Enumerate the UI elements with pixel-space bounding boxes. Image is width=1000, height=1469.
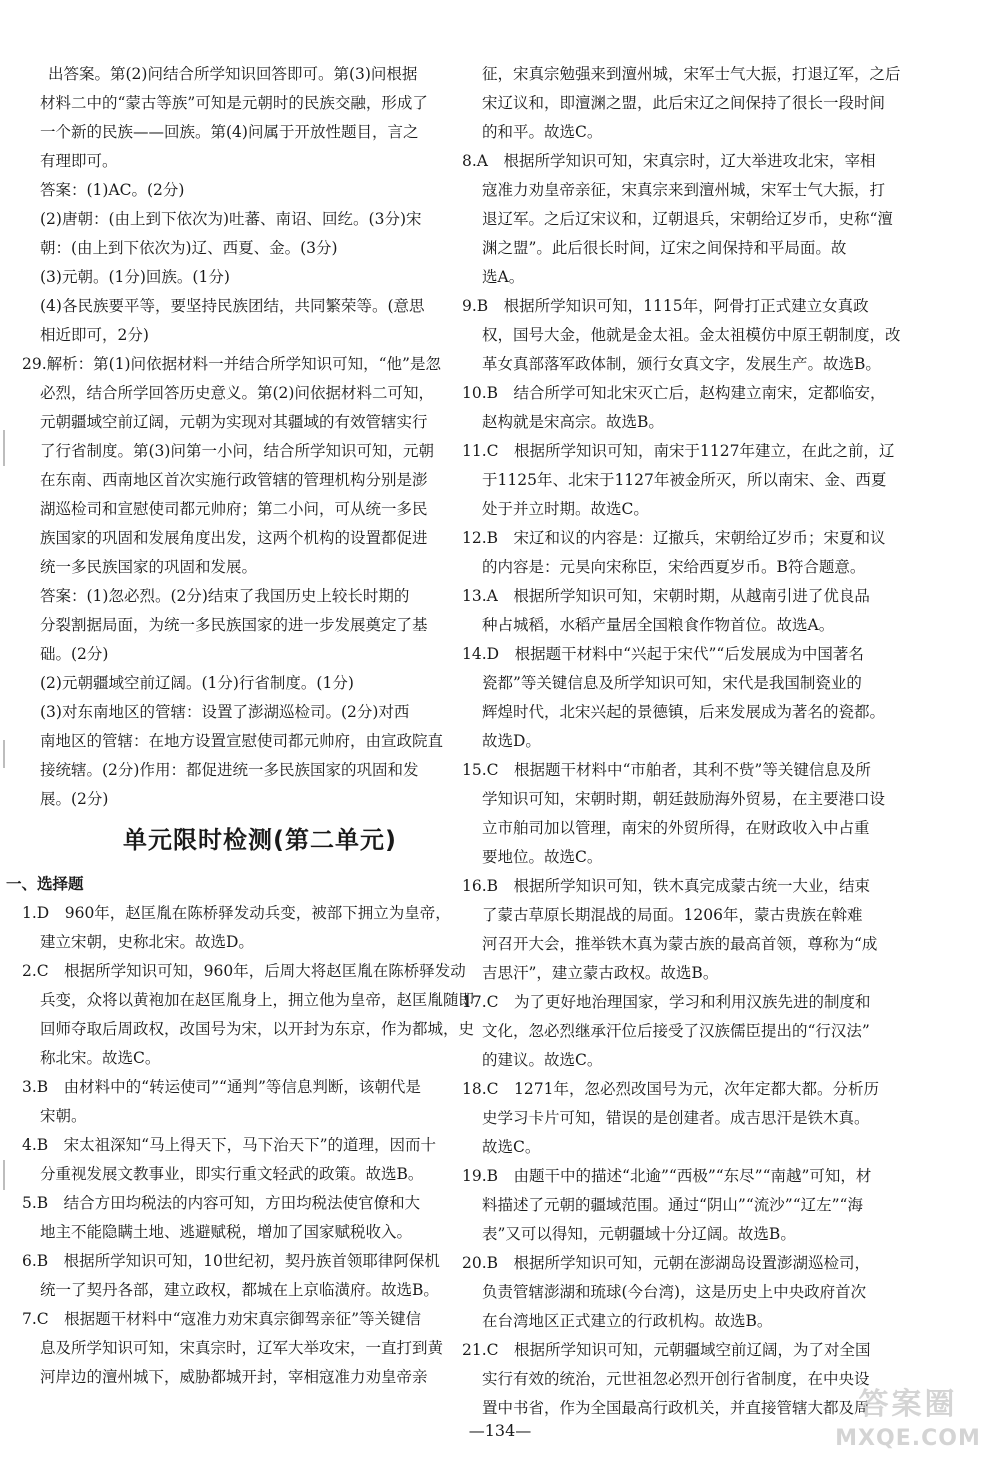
text-line: 瓷都”等关键信息及所学知识可知，宋代是我国制瓷业的 bbox=[482, 674, 862, 692]
text-line: 征，宋真宗勉强来到澶州城，宋军士气大振，打退辽军，之后 bbox=[482, 65, 901, 83]
text-line: 处于并立时期。故选C。 bbox=[482, 500, 649, 518]
text-line: 于1125年、北宋于1127年被金所灭，所以南宋、金、西夏 bbox=[482, 471, 887, 489]
text-line: 朝：(由上到下依次为)辽、西夏、金。(3分) bbox=[40, 239, 338, 257]
text-line: 接统辖。(2分)作用：都促进统一多民族国家的巩固和发 bbox=[40, 761, 419, 779]
text-line: 置中书省，作为全国最高行政机关，并直接管辖大都及周 bbox=[482, 1399, 870, 1417]
page-number: —134— bbox=[468, 1421, 532, 1440]
text-line: 南地区的管辖：在地方设置宣慰使司都元帅府，由宣政院直 bbox=[40, 732, 444, 750]
text-line: 分裂割据局面，为统一多民族国家的进一步发展奠定了基 bbox=[40, 616, 428, 634]
answer-item: 4.B 宋太祖深知“马上得天下，马下治天下”的道理，因而十 bbox=[22, 1136, 437, 1154]
answer-item: 13.A 根据所学知识可知，宋朝时期，从越南引进了优良品 bbox=[462, 587, 870, 605]
text-line: (2)唐朝：(由上到下依次为)吐蕃、南诏、回纥。(3分)宋 bbox=[40, 210, 422, 228]
scan-edge-mark bbox=[3, 1160, 5, 1190]
answer-item: 9.B 根据所学知识可知，1115年，阿骨打正式建立女真政 bbox=[462, 297, 869, 315]
text-line: 宋辽议和，即澶渊之盟，此后宋辽之间保持了很长一段时间 bbox=[482, 94, 886, 112]
text-line: 材料二中的“蒙古等族”可知是元朝时的民族交融，形成了 bbox=[40, 94, 428, 112]
text-line: 称北宋。故选C。 bbox=[40, 1049, 161, 1067]
text-line: 地主不能隐瞒土地、逃避赋税，增加了国家赋税收入。 bbox=[40, 1223, 413, 1241]
text-line: (4)各民族要平等，要坚持民族团结，共同繁荣等。(意思 bbox=[40, 297, 425, 315]
text-line: 革女真部落军政体制，颁行女真文字，发展生产。故选B。 bbox=[482, 355, 881, 373]
answer-item: 17.C 为了更好地治理国家，学习和利用汉族先进的制度和 bbox=[462, 993, 871, 1011]
text-line: 出答案。第(2)问结合所学知识回答即可。第(3)问根据 bbox=[48, 65, 418, 83]
text-line: 分重视发展文教事业，即实行重文轻武的政策。故选B。 bbox=[40, 1165, 424, 1183]
answer-item: 19.B 由题干中的描述“北逾”“西极”“东尽”“南越”可知，材 bbox=[462, 1167, 872, 1185]
scan-edge-mark bbox=[3, 740, 5, 768]
text-line: 吉思汗”，建立蒙古政权。故选B。 bbox=[482, 964, 719, 982]
text-line: 础。(2分) bbox=[40, 645, 109, 663]
text-line: 在东南、西南地区首次实施行政管辖的管理机构分别是澎 bbox=[40, 471, 428, 489]
text-line: 退辽军。之后辽宋议和，辽朝退兵，宋朝给辽岁币，史称“澶 bbox=[482, 210, 893, 228]
text-line: 的和平。故选C。 bbox=[482, 123, 603, 141]
text-line: 辉煌时代，北宋兴起的景德镇，后来发展成为著名的瓷都。 bbox=[482, 703, 886, 721]
question-29-analysis: 29.解析：第(1)问依据材料一并结合所学知识可知，“他”是忽 bbox=[22, 355, 441, 373]
text-line: 展。(2分) bbox=[40, 790, 109, 808]
answer-item: 21.C 根据所学知识可知，元朝疆域空前辽阔，为了对全国 bbox=[462, 1341, 871, 1359]
text-line: 宋朝。 bbox=[40, 1107, 87, 1125]
text-line: 的建议。故选C。 bbox=[482, 1051, 603, 1069]
text-line: 相近即可，2分) bbox=[40, 326, 149, 344]
text-line: 种占城稻，水稻产量居全国粮食作物首位。故选A。 bbox=[482, 616, 835, 634]
text-line: 料描述了元朝的疆域范围。通过“阴山”“流沙”“辽左”“海 bbox=[482, 1196, 863, 1214]
text-line: 权，国号大金，他就是金太祖。金太祖模仿中原王朝制度，改 bbox=[482, 326, 901, 344]
text-line: 故选D。 bbox=[482, 732, 541, 750]
answer-line: 答案：(1)忽必烈。(2分)结束了我国历史上较长时期的 bbox=[40, 587, 410, 605]
text-line: (3)元朝。(1分)回族。(1分) bbox=[40, 268, 230, 286]
text-line: 统一了契丹各部，建立政权，都城在上京临潢府。故选B。 bbox=[40, 1281, 439, 1299]
text-line: 实行有效的统治，元世祖忽必烈开创行省制度，在中央设 bbox=[482, 1370, 870, 1388]
text-line: 兵变，众将以黄袍加在赵匡胤身上，拥立他为皇帝，赵匡胤随即 bbox=[40, 991, 475, 1009]
text-line: 表”又可以得知，元朝疆域十分辽阔。故选B。 bbox=[482, 1225, 796, 1243]
answer-item: 15.C 根据题干材料中“市舶者，其利不赀”等关键信息及所 bbox=[462, 761, 871, 779]
text-line: 故选C。 bbox=[482, 1138, 541, 1156]
text-line: 河召开大会，推举铁木真为蒙古族的最高首领，尊称为“成 bbox=[482, 935, 878, 953]
text-line: 的内容是：元昊向宋称臣，宋给西夏岁币。B符合题意。 bbox=[482, 558, 866, 576]
text-line: 回师夺取后周政权，改国号为宋，以开封为东京，作为都城，史 bbox=[40, 1020, 475, 1038]
answer-item: 6.B 根据所学知识可知，10世纪初，契丹族首领耶律阿保机 bbox=[22, 1252, 440, 1270]
text-line: 了行省制度。第(3)问第一小问，结合所学知识可知，元朝 bbox=[40, 442, 434, 460]
text-line: 统一多民族国家的巩固和发展。 bbox=[40, 558, 258, 576]
text-line: 河岸边的澶州城下，威胁都城开封，宰相寇准力劝皇帝亲 bbox=[40, 1368, 428, 1386]
text-line: 有理即可。 bbox=[40, 152, 118, 170]
text-line: 元朝疆域空前辽阔，元朝为实现对其疆域的有效管辖实行 bbox=[40, 413, 428, 431]
text-line: (3)对东南地区的管辖：设置了澎湖巡检司。(2分)对西 bbox=[40, 703, 410, 721]
watermark-text: 答案圈 bbox=[858, 1387, 958, 1422]
answer-item: 1.D 960年，赵匡胤在陈桥驿发动兵变，被部下拥立为皇帝， bbox=[22, 904, 451, 922]
scan-edge-mark bbox=[3, 430, 5, 466]
text-line: 负责管辖澎湖和琉球(今台湾)，这是历史上中央政府首次 bbox=[482, 1283, 867, 1301]
answer-item: 14.D 根据题干材料中“兴起于宋代”“后发展成为中国著名 bbox=[462, 645, 864, 663]
text-line: 要地位。故选C。 bbox=[482, 848, 603, 866]
text-line: 息及所学知识可知，宋真宗时，辽军大举攻宋，一直打到黄 bbox=[40, 1339, 444, 1357]
text-line: 立市舶司加以管理，南宋的外贸所得，在财政收入中占重 bbox=[482, 819, 870, 837]
answer-item: 11.C 根据所学知识可知，南宋于1127年建立，在此之前，辽 bbox=[462, 442, 895, 460]
text-line: 渊之盟”。此后很长时间，辽宋之间保持和平局面。故 bbox=[482, 239, 847, 257]
answer-item: 18.C 1271年，忽必烈改国号为元，次年定都大都。分析历 bbox=[462, 1080, 879, 1098]
text-line: 赵构就是宋高宗。故选B。 bbox=[482, 413, 664, 431]
answer-item: 10.B 结合所学可知北宋灭亡后，赵构建立南宋，定都临安， bbox=[462, 384, 886, 402]
text-line: 学知识可知，宋朝时期，朝廷鼓励海外贸易，在主要港口设 bbox=[482, 790, 886, 808]
answer-item: 16.B 根据所学知识可知，铁木真完成蒙古统一大业，结束 bbox=[462, 877, 871, 895]
section-heading: 一、选择题 bbox=[6, 875, 84, 893]
text-line: 建立宋朝，史称北宋。故选D。 bbox=[40, 933, 254, 951]
answer-item: 8.A 根据所学知识可知，宋真宗时，辽大举进攻北宋，宰相 bbox=[462, 152, 876, 170]
answer-item: 7.C 根据题干材料中“寇准力劝宋真宗御驾亲征”等关键信 bbox=[22, 1310, 421, 1328]
section-title: 单元限时检测(第二单元) bbox=[123, 826, 397, 854]
text-line: 文化，忽必烈继承汗位后接受了汉族儒臣提出的“行汉法” bbox=[482, 1022, 870, 1040]
text-line: 了蒙古草原长期混战的局面。1206年，蒙古贵族在斡难 bbox=[482, 906, 863, 924]
text-line: 湖巡检司和宣慰使司都元帅府；第二小问，可从统一多民 bbox=[40, 500, 428, 518]
answer-item: 12.B 宋辽和议的内容是：辽撤兵，宋朝给辽岁币；宋夏和议 bbox=[462, 529, 886, 547]
text-line: 寇准力劝皇帝亲征，宋真宗来到澶州城，宋军士气大振，打 bbox=[482, 181, 886, 199]
answer-item: 2.C 根据所学知识可知，960年，后周大将赵匡胤在陈桥驿发动 bbox=[22, 962, 466, 980]
text-line: (2)元朝疆域空前辽阔。(1分)行省制度。(1分) bbox=[40, 674, 354, 692]
answer-item: 5.B 结合方田均税法的内容可知，方田均税法使官僚和大 bbox=[22, 1194, 421, 1212]
text-line: 在台湾地区正式建立的行政机构。故选B。 bbox=[482, 1312, 773, 1330]
watermark-url: MXQE.COM bbox=[835, 1426, 981, 1451]
text-line: 必烈，结合所学回答历史意义。第(2)问依据材料二可知， bbox=[40, 384, 434, 402]
text-line: 史学习卡片可知，错误的是创建者。成吉思汗是铁木真。 bbox=[482, 1109, 870, 1127]
answer-line: 答案：(1)AC。(2分) bbox=[40, 181, 185, 199]
watermark-logo bbox=[822, 1386, 994, 1464]
text-line: 族国家的巩固和发展角度出发，这两个机构的设置都促进 bbox=[40, 529, 428, 547]
answer-item: 20.B 根据所学知识可知，元朝在澎湖岛设置澎湖巡检司， bbox=[462, 1254, 871, 1272]
text-line: 选A。 bbox=[482, 268, 525, 286]
text-line: 一个新的民族——回族。第(4)问属于开放性题目，言之 bbox=[40, 123, 419, 141]
answer-item: 3.B 由材料中的“转运使司”“通判”等信息判断，该朝代是 bbox=[22, 1078, 421, 1096]
